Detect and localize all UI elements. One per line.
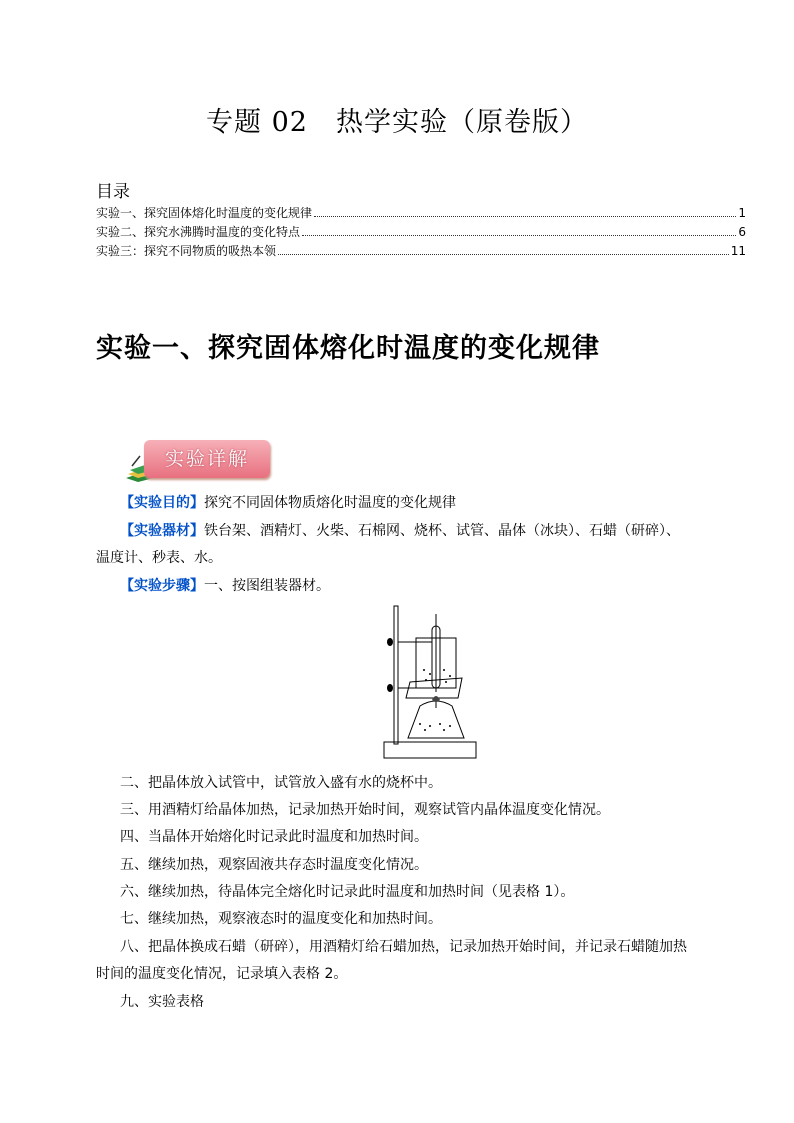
equipment-tag: 【实验器材】 xyxy=(120,523,204,539)
step-8: 八、把晶体换成石蜡（研碎），用酒精灯给石蜡加热，记录加热开始时间，并记录石蜡随加热 xyxy=(120,939,687,955)
experiment-detail-banner xyxy=(124,440,274,482)
section-title: 实验一、探究固体熔化时温度的变化规律 xyxy=(96,333,600,364)
purpose-line xyxy=(120,493,456,513)
page-title: 专题 02 热学实验（原卷版） xyxy=(206,107,588,138)
toc-item-page: 6 xyxy=(738,225,746,239)
purpose-tag: 【实验目的】 xyxy=(120,495,204,511)
toc-item-page: 11 xyxy=(730,244,746,258)
apparatus-diagram xyxy=(380,600,480,762)
toc-heading: 目录 xyxy=(96,182,130,202)
step-9: 九、实验表格 xyxy=(120,994,204,1010)
step-7: 七、继续加热，观察液态时的温度变化和加热时间。 xyxy=(120,911,442,927)
toc-item-label: 实验一、探究固体熔化时温度的变化规律 xyxy=(96,206,313,220)
steps-line xyxy=(120,576,330,596)
step-5: 五、继续加热，观察固液共存态时温度变化情况。 xyxy=(120,857,428,873)
equipment-text-cont: 温度计、秒表、水。 xyxy=(96,550,222,566)
step-2: 二、把晶体放入试管中，试管放入盛有水的烧杯中。 xyxy=(120,775,442,791)
purpose-text: 探究不同固体物质熔化时温度的变化规律 xyxy=(204,495,456,511)
steps-tag: 【实验步骤】 xyxy=(120,578,204,594)
toc-item-page: 1 xyxy=(738,206,746,220)
toc-leader-dots xyxy=(314,216,736,217)
step-6: 六、继续加热，待晶体完全熔化时记录此时温度和加热时间（见表格 1）。 xyxy=(120,884,575,900)
equipment-text: 铁台架、酒精灯、火柴、石棉网、烧杯、试管、晶体（冰块）、石蜡（研碎）、 xyxy=(204,523,680,539)
toc-item[interactable] xyxy=(96,243,746,259)
step-4: 四、当晶体开始熔化时记录此时温度和加热时间。 xyxy=(120,829,428,845)
toc-item-label: 实验三：探究不同物质的吸热本领 xyxy=(96,244,277,258)
toc-item[interactable] xyxy=(96,224,746,240)
toc-item[interactable] xyxy=(96,205,746,221)
step-8-cont: 时间的温度变化情况，记录填入表格 2。 xyxy=(96,966,348,982)
step-1: 一、按图组装器材。 xyxy=(204,578,330,594)
toc-leader-dots xyxy=(302,235,736,236)
equipment-line xyxy=(120,521,680,541)
toc-item-label: 实验二、探究水沸腾时温度的变化特点 xyxy=(96,225,301,239)
step-3: 三、用酒精灯给晶体加热，记录加热开始时间，观察试管内晶体温度变化情况。 xyxy=(120,802,610,818)
banner-label: 实验详解 xyxy=(144,440,270,478)
toc-leader-dots xyxy=(278,254,729,255)
